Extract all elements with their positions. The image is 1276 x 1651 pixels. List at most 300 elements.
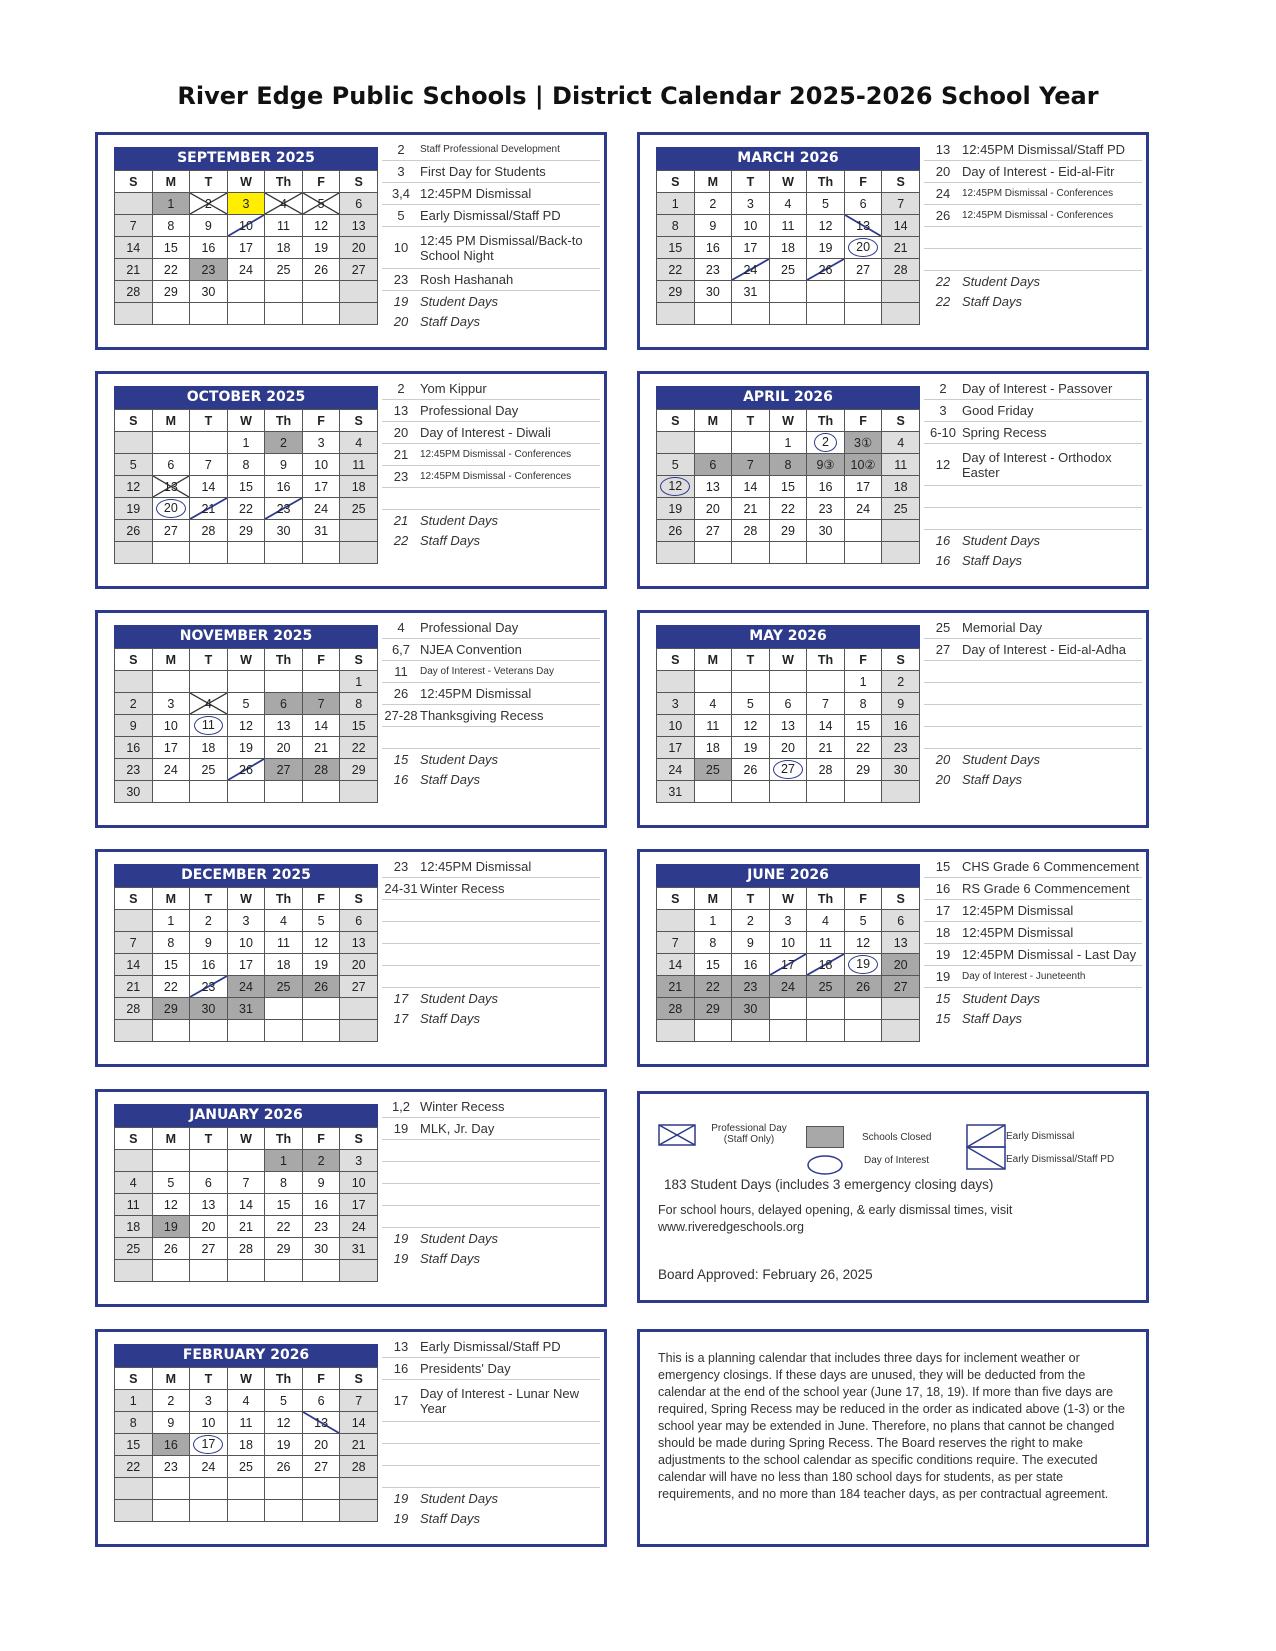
week-row — [115, 954, 378, 976]
event-date: 20 — [924, 161, 962, 183]
event-row — [382, 422, 600, 444]
event-row — [924, 378, 1142, 400]
day-cell: 16 — [152, 1434, 190, 1456]
day-cell — [882, 520, 920, 542]
event-date — [382, 922, 420, 944]
day-cell: 17 — [227, 237, 265, 259]
month-grid — [656, 170, 920, 325]
week-row — [115, 1260, 378, 1282]
event-row — [924, 878, 1142, 900]
event-date: 1,2 — [382, 1096, 420, 1118]
day-cell — [190, 1478, 228, 1500]
day-cell: 14 — [115, 237, 153, 259]
month-grid — [114, 1367, 378, 1522]
day-cell: 4 — [265, 193, 303, 215]
day-cell: 24 — [227, 259, 265, 281]
staff-days-label: Staff Days — [420, 1510, 480, 1526]
event-text: Early Dismissal/Staff PD — [420, 1336, 600, 1358]
day-cell: 27 — [844, 259, 882, 281]
day-cell — [190, 542, 228, 564]
day-cell: 6 — [340, 193, 378, 215]
day-cell: 4 — [694, 693, 732, 715]
weekday-row — [657, 171, 920, 193]
month-calendar — [114, 864, 378, 1042]
day-cell: 16 — [694, 237, 732, 259]
day-cell: 8 — [769, 454, 807, 476]
day-cell — [152, 303, 190, 325]
day-cell: 15 — [769, 476, 807, 498]
week-row — [115, 715, 378, 737]
day-cell — [807, 432, 845, 454]
event-row — [382, 661, 600, 683]
event-list — [924, 856, 1142, 1028]
day-cell — [302, 781, 340, 803]
event-text: Staff Professional Development — [420, 139, 600, 161]
event-date: 23 — [382, 269, 420, 291]
event-date: 3,4 — [382, 183, 420, 205]
event-date: 3 — [924, 400, 962, 422]
day-cell: 20 — [340, 954, 378, 976]
day-cell: 25 — [694, 759, 732, 781]
event-row — [382, 488, 600, 510]
staff-days-count: 16 — [393, 771, 409, 787]
day-cell: 14 — [657, 954, 695, 976]
day-cell — [115, 1478, 153, 1500]
student-days-row — [924, 988, 1142, 1009]
day-cell: 21 — [807, 737, 845, 759]
student-days-count: 21 — [393, 512, 409, 528]
week-row — [115, 910, 378, 932]
day-cell: 9 — [115, 715, 153, 737]
day-cell: 2 — [302, 1150, 340, 1172]
day-cell: 21 — [190, 498, 228, 520]
day-cell: 9 — [302, 1172, 340, 1194]
weekday-label: S — [882, 888, 920, 910]
month-header: MAY 2026 — [656, 625, 920, 648]
day-cell: 23 — [694, 259, 732, 281]
week-row — [657, 520, 920, 542]
day-cell: 21 — [227, 1216, 265, 1238]
day-cell — [227, 781, 265, 803]
day-cell — [302, 1260, 340, 1282]
day-cell — [152, 1150, 190, 1172]
event-date: 20 — [382, 422, 420, 444]
student-days-count: 17 — [393, 990, 409, 1006]
day-cell — [152, 498, 190, 520]
day-cell: 7 — [340, 1390, 378, 1412]
student-days-row — [382, 510, 600, 531]
day-cell: 24 — [657, 759, 695, 781]
day-cell: 18 — [694, 737, 732, 759]
day-cell — [732, 1020, 770, 1042]
day-cell: 7 — [882, 193, 920, 215]
day-cell: 13 — [265, 715, 303, 737]
day-cell: 1 — [152, 193, 190, 215]
day-cell — [115, 193, 153, 215]
day-cell: 9 — [694, 215, 732, 237]
weekday-label: W — [769, 171, 807, 193]
day-cell — [227, 1150, 265, 1172]
weekday-label: S — [115, 1368, 153, 1390]
day-cell: 24 — [732, 259, 770, 281]
day-cell — [844, 1020, 882, 1042]
day-cell: 16 — [190, 954, 228, 976]
day-number: 2 — [814, 433, 837, 452]
week-row — [657, 259, 920, 281]
day-cell: 15 — [340, 715, 378, 737]
day-cell: 13 — [844, 215, 882, 237]
event-row — [382, 1422, 600, 1444]
event-row — [924, 727, 1142, 749]
day-cell — [807, 1020, 845, 1042]
day-cell — [302, 542, 340, 564]
staff-days-count: 22 — [393, 532, 409, 548]
week-row — [657, 737, 920, 759]
event-row — [382, 400, 600, 422]
month-box-dec — [95, 849, 607, 1067]
event-date — [382, 900, 420, 922]
event-row — [382, 1184, 600, 1206]
event-list — [382, 856, 600, 1028]
day-cell: 16 — [302, 1194, 340, 1216]
day-cell: 21 — [732, 498, 770, 520]
month-box-sep — [95, 132, 607, 350]
day-cell: 19 — [807, 237, 845, 259]
day-cell: 5 — [302, 193, 340, 215]
weekday-label: T — [190, 410, 228, 432]
day-cell: 8 — [115, 1412, 153, 1434]
week-row — [657, 1020, 920, 1042]
day-cell: 3 — [340, 1150, 378, 1172]
day-cell — [152, 671, 190, 693]
day-cell: 27 — [694, 520, 732, 542]
day-cell: 4 — [807, 910, 845, 932]
day-cell: 24 — [190, 1456, 228, 1478]
student-days-label: Student Days — [420, 990, 499, 1006]
week-row — [657, 215, 920, 237]
day-cell: 7 — [302, 693, 340, 715]
day-cell: 30 — [265, 520, 303, 542]
week-row — [115, 476, 378, 498]
day-cell: 3 — [769, 910, 807, 932]
weekday-label: M — [152, 1368, 190, 1390]
week-row — [115, 759, 378, 781]
staff-days-row — [382, 1508, 600, 1528]
day-cell — [115, 1500, 153, 1522]
weekday-label: S — [657, 171, 695, 193]
day-cell: 10 — [152, 715, 190, 737]
month-grid — [656, 648, 920, 803]
day-cell — [265, 1260, 303, 1282]
day-cell: 20 — [769, 737, 807, 759]
event-row — [382, 183, 600, 205]
day-cell: 28 — [807, 759, 845, 781]
day-cell: 30 — [694, 281, 732, 303]
day-cell: 13 — [152, 476, 190, 498]
event-date: 27-28 — [382, 705, 420, 727]
day-cell — [807, 781, 845, 803]
event-text: 12:45PM Dismissal — [420, 183, 600, 205]
event-text: Yom Kippur — [420, 378, 600, 400]
day-cell — [340, 1478, 378, 1500]
legend-box — [637, 1091, 1149, 1303]
day-cell: 4 — [190, 693, 228, 715]
day-cell — [302, 303, 340, 325]
day-cell: 4 — [115, 1172, 153, 1194]
event-row — [924, 856, 1142, 878]
event-text: Presidents' Day — [420, 1358, 600, 1380]
event-date: 2 — [382, 378, 420, 400]
event-row — [924, 486, 1142, 508]
day-cell — [844, 954, 882, 976]
day-cell: 24 — [340, 1216, 378, 1238]
day-cell — [844, 998, 882, 1020]
weekday-label: F — [844, 888, 882, 910]
day-cell: 28 — [302, 759, 340, 781]
day-cell: 11 — [882, 454, 920, 476]
event-text: 12:45PM Dismissal — [420, 683, 600, 705]
day-cell: 6 — [302, 1390, 340, 1412]
weekday-label: S — [657, 888, 695, 910]
weekday-label: W — [769, 649, 807, 671]
day-cell: 7 — [732, 454, 770, 476]
month-calendar — [656, 147, 920, 325]
day-cell — [302, 998, 340, 1020]
day-cell — [227, 1260, 265, 1282]
day-cell — [115, 1150, 153, 1172]
day-cell: 19 — [302, 954, 340, 976]
day-cell — [152, 1478, 190, 1500]
event-row — [382, 205, 600, 227]
day-number: 20 — [156, 499, 186, 518]
event-row — [382, 966, 600, 988]
day-cell: 25 — [227, 1456, 265, 1478]
student-days-label: Student Days — [962, 990, 1041, 1006]
day-cell: 23 — [302, 1216, 340, 1238]
day-cell: 14 — [732, 476, 770, 498]
weekday-row — [657, 649, 920, 671]
day-cell: 28 — [657, 998, 695, 1020]
day-cell: 5 — [657, 454, 695, 476]
weekday-label: S — [115, 171, 153, 193]
day-cell: 5 — [227, 693, 265, 715]
day-cell: 24 — [152, 759, 190, 781]
day-cell: 19 — [265, 1434, 303, 1456]
weekday-label: S — [882, 171, 920, 193]
staff-days-label: Staff Days — [420, 1010, 480, 1026]
event-row — [382, 683, 600, 705]
weekday-label: Th — [265, 649, 303, 671]
day-cell: 28 — [115, 998, 153, 1020]
event-date: 25 — [924, 617, 962, 639]
day-cell: 12 — [115, 476, 153, 498]
day-cell: 18 — [769, 237, 807, 259]
day-cell: 15 — [152, 954, 190, 976]
month-grid — [114, 648, 378, 803]
day-cell: 30 — [302, 1238, 340, 1260]
week-row — [115, 1172, 378, 1194]
day-cell: 11 — [265, 932, 303, 954]
day-cell: 6 — [265, 693, 303, 715]
day-cell — [227, 671, 265, 693]
day-cell: 30 — [190, 998, 228, 1020]
day-cell: 12 — [302, 932, 340, 954]
day-cell: 21 — [657, 976, 695, 998]
weekday-label: F — [844, 410, 882, 432]
day-cell: 30 — [115, 781, 153, 803]
day-cell: 24 — [844, 498, 882, 520]
day-cell: 9 — [882, 693, 920, 715]
weekday-label: F — [302, 888, 340, 910]
day-cell: 31 — [732, 281, 770, 303]
day-cell: 10 — [769, 932, 807, 954]
day-cell: 28 — [115, 281, 153, 303]
day-cell: 10 — [340, 1172, 378, 1194]
day-cell: 12 — [807, 215, 845, 237]
event-text — [420, 1140, 600, 1162]
day-cell: 23 — [190, 976, 228, 998]
day-cell: 14 — [227, 1194, 265, 1216]
event-date — [924, 249, 962, 271]
day-cell: 13 — [769, 715, 807, 737]
event-row — [382, 617, 600, 639]
week-row — [115, 1478, 378, 1500]
week-row — [115, 671, 378, 693]
week-row — [115, 542, 378, 564]
day-cell: 25 — [115, 1238, 153, 1260]
day-cell: 16 — [265, 476, 303, 498]
event-date: 19 — [924, 966, 962, 988]
staff-days-count: 19 — [393, 1510, 409, 1526]
month-grid — [114, 170, 378, 325]
event-list — [382, 378, 600, 550]
event-row — [924, 183, 1142, 205]
day-cell: 27 — [340, 976, 378, 998]
day-cell — [340, 303, 378, 325]
event-date: 23 — [382, 856, 420, 878]
week-row — [115, 1412, 378, 1434]
week-row — [115, 1216, 378, 1238]
event-date: 26 — [382, 683, 420, 705]
event-date — [924, 486, 962, 508]
day-cell: 27 — [882, 976, 920, 998]
day-cell: 26 — [844, 976, 882, 998]
day-cell: 1 — [115, 1390, 153, 1412]
day-cell: 22 — [152, 976, 190, 998]
day-cell — [807, 303, 845, 325]
week-row — [657, 693, 920, 715]
event-row — [382, 1162, 600, 1184]
event-date: 26 — [924, 205, 962, 227]
event-text: Professional Day — [420, 617, 600, 639]
day-cell: 23 — [115, 759, 153, 781]
weekday-label: W — [769, 888, 807, 910]
event-text — [420, 922, 600, 944]
week-row — [115, 454, 378, 476]
student-days-label: Student Days — [420, 751, 499, 767]
student-days-count: 19 — [393, 1230, 409, 1246]
day-cell — [769, 759, 807, 781]
day-cell: 8 — [694, 932, 732, 954]
month-header: APRIL 2026 — [656, 386, 920, 409]
event-text — [962, 683, 1142, 705]
event-date: 13 — [382, 1336, 420, 1358]
event-date — [382, 966, 420, 988]
event-date: 13 — [924, 139, 962, 161]
weekday-row — [115, 410, 378, 432]
day-cell: 3 — [152, 693, 190, 715]
student-days-count: 15 — [935, 990, 951, 1006]
day-cell: 10 — [302, 454, 340, 476]
day-cell — [844, 542, 882, 564]
day-cell: 30 — [882, 759, 920, 781]
staff-days-count: 15 — [935, 1010, 951, 1026]
event-text — [420, 966, 600, 988]
disclaimer-box — [637, 1329, 1149, 1547]
event-text: Day of Interest - Veterans Day — [420, 661, 600, 683]
week-row — [115, 303, 378, 325]
weekday-label: F — [844, 171, 882, 193]
week-row — [115, 998, 378, 1020]
board-approved: Board Approved: February 26, 2025 — [658, 1267, 873, 1282]
day-cell: 1 — [694, 910, 732, 932]
day-cell — [732, 432, 770, 454]
day-cell: 18 — [265, 954, 303, 976]
week-row — [115, 215, 378, 237]
event-list — [924, 378, 1142, 570]
student-days-row — [924, 271, 1142, 292]
event-text: Day of Interest - Lunar New Year — [420, 1380, 600, 1422]
day-cell: 19 — [657, 498, 695, 520]
day-cell: 21 — [115, 259, 153, 281]
day-cell: 23 — [882, 737, 920, 759]
day-of-interest-legend-icon — [806, 1154, 844, 1176]
day-cell: 30 — [732, 998, 770, 1020]
day-cell — [657, 910, 695, 932]
day-cell — [807, 671, 845, 693]
day-cell: 8 — [265, 1172, 303, 1194]
day-cell: 17 — [340, 1194, 378, 1216]
event-date: 16 — [924, 878, 962, 900]
day-number: 11 — [194, 716, 223, 735]
weekday-label: S — [340, 1368, 378, 1390]
event-text: Early Dismissal/Staff PD — [420, 205, 600, 227]
event-row — [924, 444, 1142, 486]
day-cell: 6 — [190, 1172, 228, 1194]
week-row — [657, 542, 920, 564]
event-row — [382, 1336, 600, 1358]
weekday-label: M — [152, 888, 190, 910]
day-cell: 9 — [190, 215, 228, 237]
event-date: 13 — [382, 400, 420, 422]
week-row — [657, 237, 920, 259]
event-text: Thanksgiving Recess — [420, 705, 600, 727]
weekday-label: S — [340, 888, 378, 910]
event-text — [962, 705, 1142, 727]
event-text: Day of Interest - Orthodox Easter — [962, 444, 1142, 486]
day-cell — [115, 542, 153, 564]
day-cell — [844, 237, 882, 259]
staff-days-row — [382, 1008, 600, 1028]
day-cell — [227, 542, 265, 564]
day-cell — [152, 781, 190, 803]
event-text: Professional Day — [420, 400, 600, 422]
event-date: 2 — [924, 378, 962, 400]
day-cell — [115, 910, 153, 932]
day-cell — [152, 1260, 190, 1282]
day-cell — [227, 303, 265, 325]
event-row — [924, 661, 1142, 683]
